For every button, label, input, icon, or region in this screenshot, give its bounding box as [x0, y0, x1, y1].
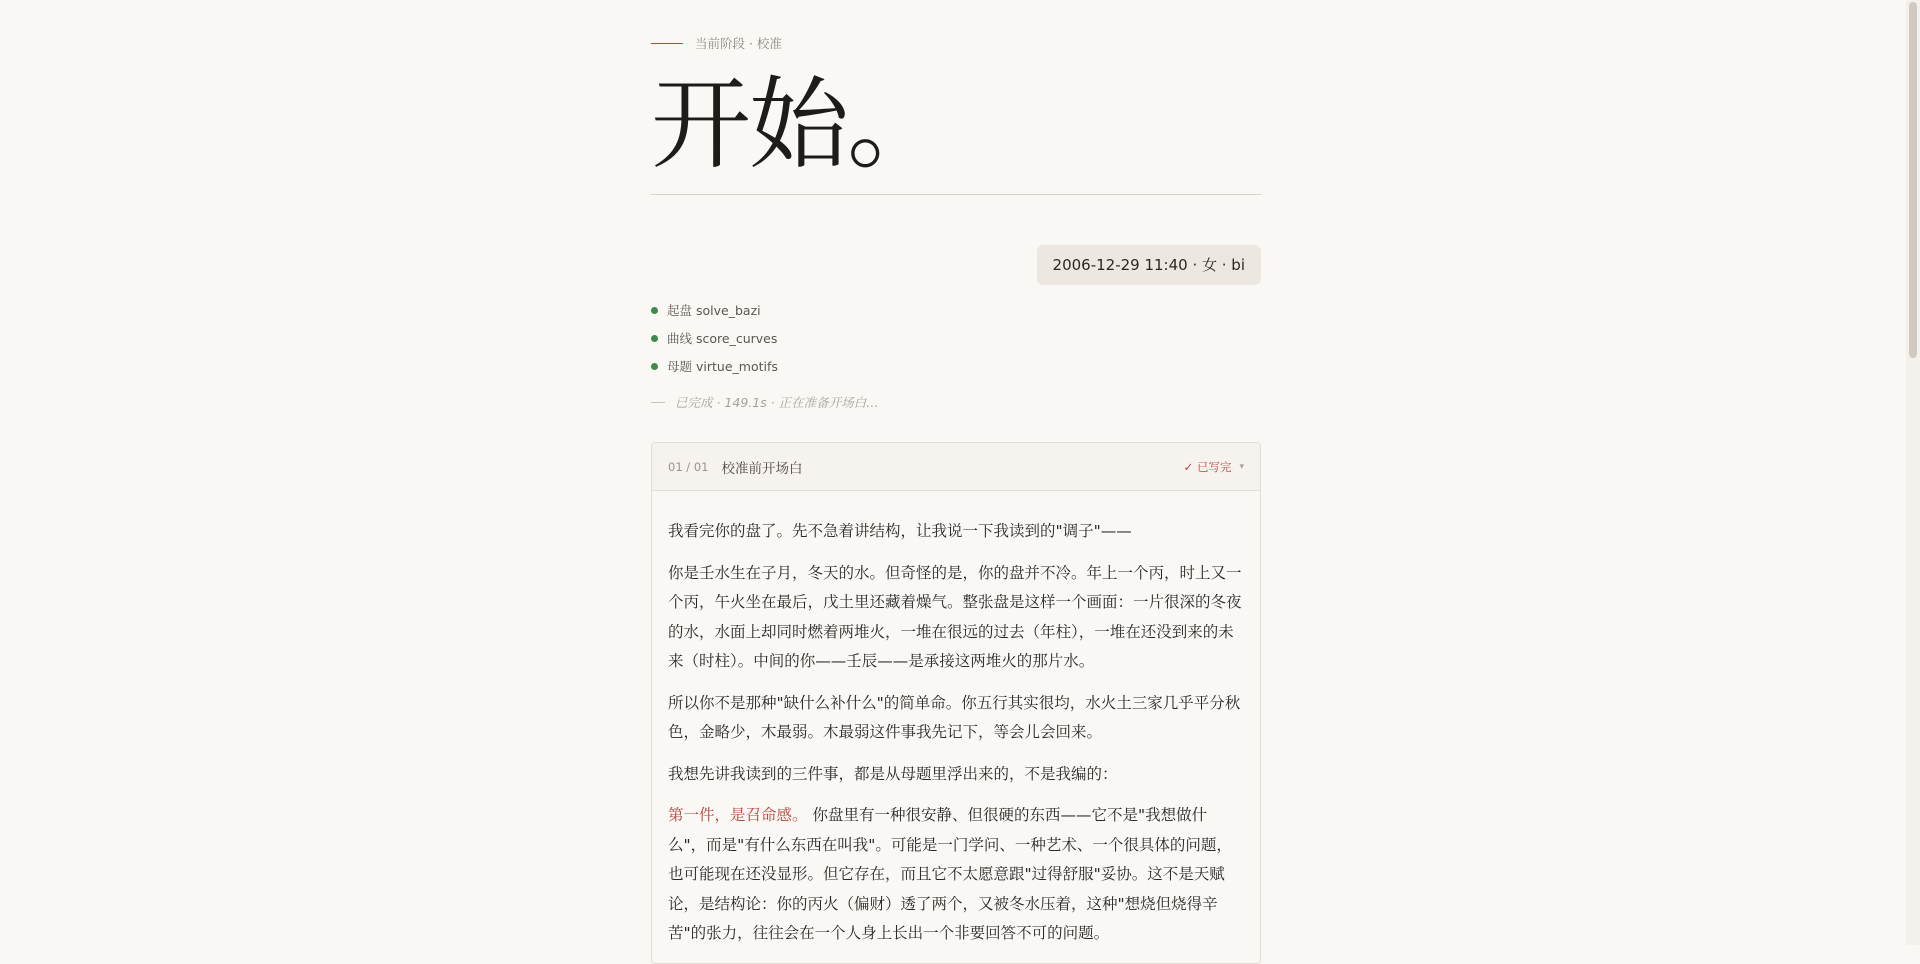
- tool-call-name: score_curves: [696, 330, 778, 346]
- page-scrollbar[interactable]: [1906, 0, 1920, 945]
- point-text: 你盘里有一种很安静、但很硬的东西——它不是"我想做什么"，而是"有什么东西在叫我"。可能是一门学问、一种艺术、一个很具体的问题，也可能现在还没显形。但它存在，而且它不太愿意跟"过得舒服"妥协。这不是天赋论，是结构论：你的丙火（偏财）透了两个，又被冬水压着，这种"想烧但烧得辛苦"的张力，往往会在一个人身上长出一个非要回答不可的问题。: [668, 806, 1232, 942]
- stage-label: 当前阶段 · 校准: [695, 36, 782, 51]
- tool-call-name: solve_bazi: [696, 302, 761, 318]
- tool-call-list: [651, 296, 778, 380]
- user-message-bubble: 2006-12-29 11:40 · 女 · bi: [1037, 245, 1261, 285]
- paragraph: 我想先讲我读到的三件事，都是从母题里浮出来的，不是我编的：: [668, 764, 1118, 783]
- tool-call-label: 曲线: [667, 331, 693, 346]
- paragraph: [668, 801, 1244, 949]
- paragraph: 我看完你的盘了。先不急着讲结构，让我说一下我读到的"调子"——: [668, 522, 1132, 540]
- message-card: [651, 442, 1261, 964]
- status-dot-icon: [651, 335, 658, 342]
- tool-call-item: [651, 296, 778, 324]
- card-state-toggle[interactable]: [1184, 459, 1244, 475]
- status-rule: [651, 402, 665, 403]
- card-index: 01 / 01: [668, 459, 709, 474]
- stage-rule: [651, 43, 683, 44]
- tool-call-item: [651, 352, 778, 380]
- tool-call-label: 母题: [667, 359, 693, 374]
- card-title: 校准前开场白: [721, 460, 803, 477]
- paragraph: 所以你不是那种"缺什么补什么"的简单命。你五行其实很均，水火土三家几乎平分秋色，金略少，木最弱。木最弱这件事我先记下，等会儿会回来。: [668, 693, 1241, 741]
- status-text: 已完成 · 149.1s · 正在准备开场白…: [675, 395, 879, 410]
- card-state-label: ✓ 已写完: [1183, 459, 1232, 474]
- status-dot-icon: [651, 363, 658, 370]
- hero-title: 开始。: [651, 66, 945, 183]
- status-dot-icon: [651, 307, 658, 314]
- point-lead: 第一件，是召命感。: [668, 806, 808, 824]
- scrollbar-thumb[interactable]: [1909, 2, 1917, 358]
- tool-call-name: virtue_motifs: [696, 358, 778, 374]
- tool-call-item: [651, 324, 778, 352]
- tool-call-label: 起盘: [667, 303, 693, 318]
- hero-divider: [651, 194, 1261, 195]
- stage-indicator: [651, 34, 782, 52]
- status-line: [651, 393, 879, 411]
- paragraph: 你是壬水生在子月，冬天的水。但奇怪的是，你的盘并不冷。年上一个丙，时上又一个丙，午火坐在最后，戊土里还藏着燥气。整张盘是这样一个画面：一片很深的冬夜的水，水面上却同时燃着两堆火，一堆在很远的过去（年柱），一堆在还没到来的未来（时柱）。中间的你——壬辰——是承接这两堆火的那片水。: [668, 563, 1242, 670]
- message-card-body: [652, 491, 1260, 949]
- chevron-down-icon[interactable]: ▾: [1239, 461, 1244, 472]
- message-card-header[interactable]: [652, 443, 1260, 491]
